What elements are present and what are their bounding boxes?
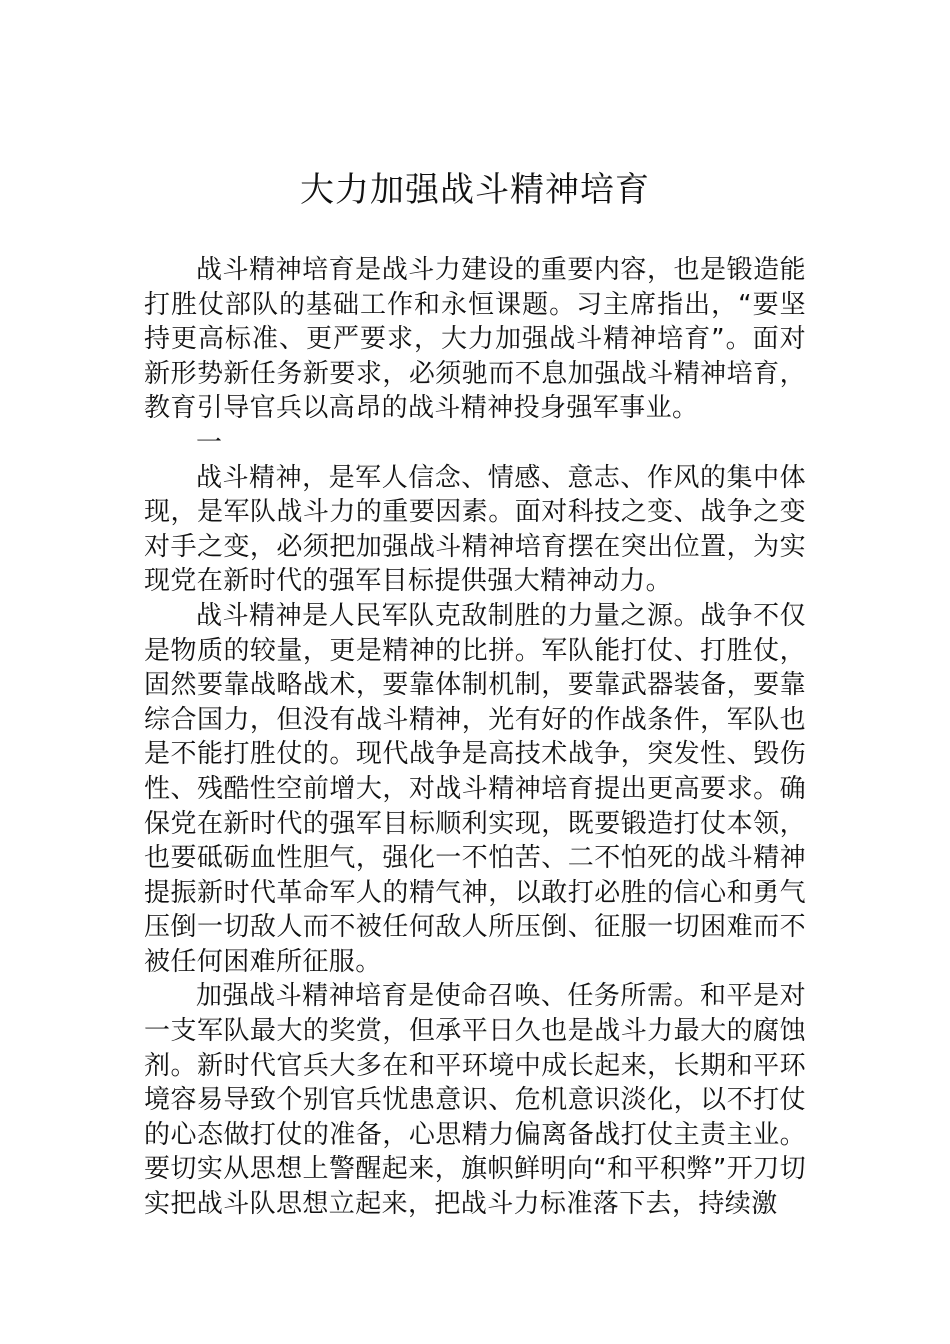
- paragraph-intro: 战斗精神培育是战斗力建设的重要内容，也是锻造能打胜仗部队的基础工作和永恒课题。习主席指出，“要坚持更高标准、更严要求，大力加强战斗精神培育”。面对新形势新任务新要求，必须驰而不息加强战斗精神培育，教育引导官兵以高昂的战斗精神投身强军事业。: [144, 255, 806, 424]
- paragraph-mission-call: 加强战斗精神培育是使命召唤、任务所需。和平是对一支军队最大的奖赏，但承平日久也是战斗力最大的腐蚀剂。新时代官兵大多在和平环境中成长起来，长期和平环境容易导致个别官兵忧患意识、危机意识淡化，以不打仗的心态做打仗的准备，心思精力偏离备战打仗主责主业。要切实从思想上警醒起来，旗帜鲜明向“和平积弊”开刀切实把战斗队思想立起来，把战斗力标准落下去，持续激: [144, 981, 806, 1220]
- section-heading-one: 一: [196, 427, 223, 458]
- paragraph-source-of-strength: 战斗精神是人民军队克敌制胜的力量之源。战争不仅是物质的较量，更是精神的比拼。军队能打仗、打胜仗，固然要靠战略战术，要靠体制机制，要靠武器装备，要靠综合国力，但没有战斗精神，光有好的作战条件，军队也是不能打胜仗的。现代战争是高技术战争，突发性、毁伤性、残酷性空前增大，对战斗精神培育提出更高要求。确保党在新时代的强军目标顺利实现，既要锻造打仗本领，也要砥砺血性胆气，强化一不怕苦、二不怕死的战斗精神提振新时代革命军人的精气神，以敢打必胜的信心和勇气压倒一切敌人而不被任何敌人所压倒、征服一切困难而不被任何困难所征服。: [144, 600, 806, 977]
- document-body: [144, 253, 806, 1222]
- paragraph-definition: 战斗精神，是军人信念、情感、意志、作风的集中体现，是军队战斗力的重要因素。面对科技之变、战争之变对手之变，必须把加强战斗精神培育摆在突出位置，为实现党在新时代的强军目标提供强大精神动力。: [144, 462, 806, 597]
- document-title: 大力加强战斗精神培育: [300, 170, 650, 210]
